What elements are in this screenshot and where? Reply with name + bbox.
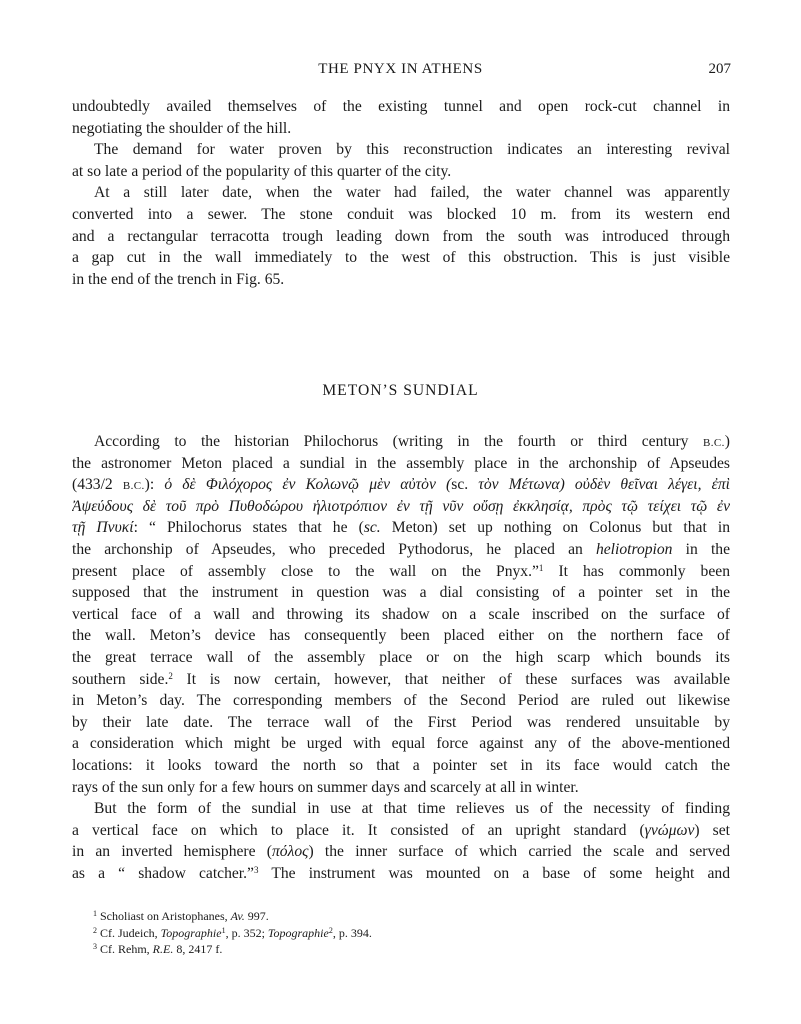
text-line: rays of the sun only for a few hours on summer days and scarcely at all in winter. xyxy=(72,778,579,796)
text-line: in Meton’s day. The corresponding members of the Second Period are ruled out likewise xyxy=(72,692,730,710)
section-heading: METON’S SUNDIAL xyxy=(322,382,479,399)
text-line: undoubtedly availed themselves of the existing tunnel and open rock-cut channel in xyxy=(72,98,730,115)
footnotes xyxy=(93,908,733,958)
text-line: at so late a period of the popularity of this quarter of the city. xyxy=(72,162,452,180)
greek-quotation: τῇ Πνυκί xyxy=(72,519,134,537)
text-line: At a still later date, when the water had failed, the water channel was apparently xyxy=(94,184,730,202)
text-line: a consideration which might be urged with equal force against any of the above-mentioned xyxy=(72,735,730,753)
text-line: the archonship of Apseudes, who preceded Pythodorus, he placed an heliotropion in the xyxy=(72,540,730,558)
text-line: According to the historian Philochorus (writing in the fourth or third century B.C.) xyxy=(94,433,730,450)
text-line: the wall. Meton’s device has consequently been placed either on the northern face of xyxy=(72,627,730,645)
footnote-ref: 3 xyxy=(253,864,259,875)
running-title: THE PNYX IN ATHENS xyxy=(318,61,483,77)
text-line: (433/2 B.C.): ὁ δὲ Φιλόχορος ἐν Κολωνῷ μὲν αὐτὸν (sc. τὸν Μέτωνα) οὐδὲν θεῖναι λέγει, ἐπὶ xyxy=(72,476,730,494)
text-line: a vertical face on which to place it. It consisted of an upright standard (γνώμων) set xyxy=(72,821,730,839)
footnote: $^3$ Cf. Rehm, R.E. 8, 2417 f. xyxy=(93,942,223,956)
running-header xyxy=(0,61,801,83)
footnote-ref: 2 xyxy=(168,670,173,681)
text-line xyxy=(72,496,730,518)
text-line: The demand for water proven by this reconstruction indicates an interesting revival xyxy=(94,141,730,159)
section-sundial xyxy=(72,431,730,884)
footnote-ref: 1 xyxy=(538,562,544,573)
text-line: locations: it looks toward the north so that a pointer set in its face would catch the xyxy=(72,756,730,774)
text-line: as a “ shadow catcher.”$^3$ The instrument was mounted on a base of some height and xyxy=(72,864,730,882)
text-line: present place of assembly close to the wall on the Pnyx.”$^1$ It has commonly been xyxy=(72,562,730,580)
text-line: the great terrace wall of the assembly place or on the high scarp which bounds its xyxy=(72,648,730,666)
text-line: in the end of the trench in Fig. 65. xyxy=(72,270,285,288)
footnote: $^1$ Scholiast on Aristophanes, Av. 997. xyxy=(93,909,269,923)
text-line: supposed that the instrument in question was a dial consisting of a pointer set in the xyxy=(72,584,730,602)
greek-quotation: ὁ δὲ Φιλόχορος ἐν Κολωνῷ μὲν αὐτὸν ( xyxy=(164,476,452,494)
text-line: vertical face of a wall and throwing its shadow on a scale inscribed on the surface of xyxy=(72,605,730,623)
text-line: and a rectangular terracotta trough leading down from the south was introduced through xyxy=(72,227,730,245)
footnote: $^2$ Cf. Judeich, Topographie$^1$, p. 352; Topographie$^2$, p. 394. xyxy=(93,925,372,940)
text-line: by their late date. The terrace wall of the First Period was rendered unsuitable by xyxy=(72,713,730,731)
text-line: converted into a sewer. The stone conduit was blocked 10 m. from its western end xyxy=(72,205,730,223)
text-line: the astronomer Meton placed a sundial in the assembly place in the archonship of Apseudes xyxy=(72,454,730,472)
greek-quotation: Ἀψεύδους δὲ τοῦ πρὸ Πυθοδώρου ἡλιοτρόπιον ἐν τῇ νῦν οὔσῃ ἐκκλησίᾳ, πρὸς τῷ τείχει τῷ ἐν xyxy=(72,497,730,515)
text-line: southern side.$^2$ It is now certain, however, that neither of these surfaces was available xyxy=(72,670,730,688)
text-line: in an inverted hemisphere (πόλος) the inner surface of which carried the scale and served xyxy=(72,843,730,861)
text-line: τῇ Πνυκί: “ Philochorus states that he (sc. Meton) set up nothing on Colonus but that in xyxy=(72,519,730,537)
page-number: 207 xyxy=(708,61,731,77)
section-water-channel xyxy=(72,96,730,290)
text-line: But the form of the sundial in use at that time relieves us of the necessity of finding xyxy=(94,800,730,818)
text-line: a gap cut in the wall immediately to the west of this obstruction. This is just visible xyxy=(72,249,730,267)
text-line: negotiating the shoulder of the hill. xyxy=(72,119,292,137)
